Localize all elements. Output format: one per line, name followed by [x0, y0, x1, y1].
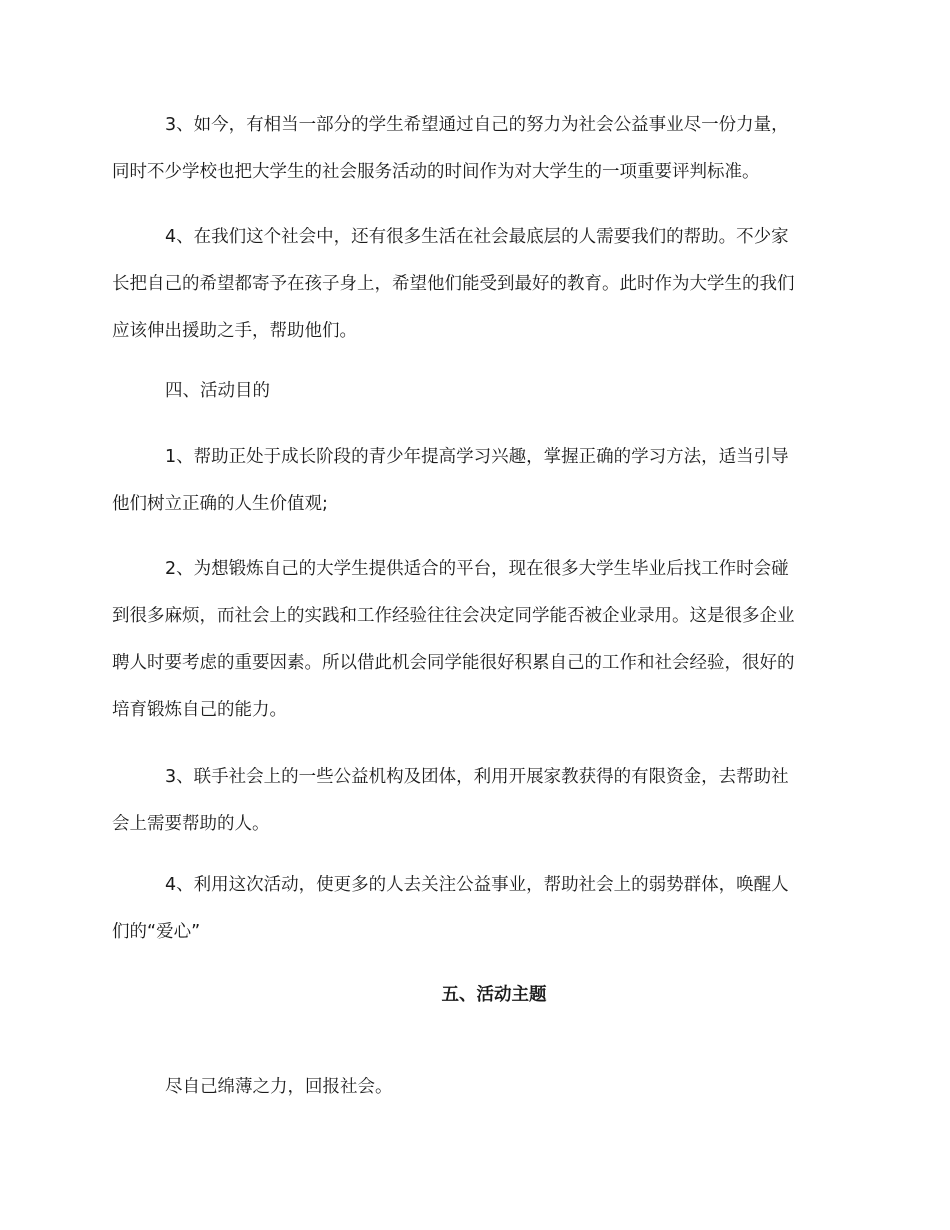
section-heading-theme: 五、活动主题 [441, 985, 547, 1005]
text-line: 应该伸出援助之手，帮助他们。 [112, 321, 357, 341]
purpose-item-1 [112, 434, 840, 528]
purpose-item-2 [112, 546, 840, 734]
text-line: 聘人时要考虑的重要因素。所以借此机会同学能很好积累自己的工作和社会经验，很好的 [112, 653, 795, 673]
text-line: 2、为想锻炼自己的大学生提供适合的平台，现在很多大学生毕业后找工作时会碰 [165, 559, 789, 579]
purpose-item-4 [112, 862, 840, 956]
text-line: 尽自己绵薄之力，回报社会。 [165, 1077, 393, 1097]
text-line: 3、如今，有相当一部分的学生希望通过自己的努力为社会公益事业尽一份力量， [165, 115, 789, 135]
text-line: 他们树立正确的人生价值观; [112, 494, 328, 514]
text-line: 们的“爱心” [112, 922, 201, 942]
text-line: 同时不少学校也把大学生的社会服务活动的时间作为对大学生的一项重要评判标准。 [112, 162, 760, 182]
text-line: 长把自己的希望都寄予在孩子身上，希望他们能受到最好的教育。此时作为大学生的我们 [112, 274, 795, 294]
text-line: 到很多麻烦，而社会上的实践和工作经验往往会决定同学能否被企业录用。这是很多企业 [112, 606, 795, 626]
text-line: 会上需要帮助的人。 [112, 814, 270, 834]
purpose-item-3 [112, 754, 840, 848]
paragraph-4 [112, 214, 840, 355]
text-line: 4、在我们这个社会中，还有很多生活在社会最底层的人需要我们的帮助。不少家 [165, 227, 789, 247]
text-line: 4、利用这次活动，使更多的人去关注公益事业，帮助社会上的弱势群体，唤醒人 [165, 875, 789, 895]
text-line: 3、联手社会上的一些公益机构及团体，利用开展家教获得的有限资金，去帮助社 [165, 767, 789, 787]
section-heading-text: 四、活动目的 [165, 381, 270, 401]
text-line: 培育锻炼自己的能力。 [112, 700, 287, 720]
theme-body [112, 1064, 840, 1111]
text-line: 1、帮助正处于成长阶段的青少年提高学习兴趣，掌握正确的学习方法，适当引导 [165, 447, 789, 467]
paragraph-3 [112, 102, 840, 196]
section-heading-purpose [112, 368, 840, 415]
